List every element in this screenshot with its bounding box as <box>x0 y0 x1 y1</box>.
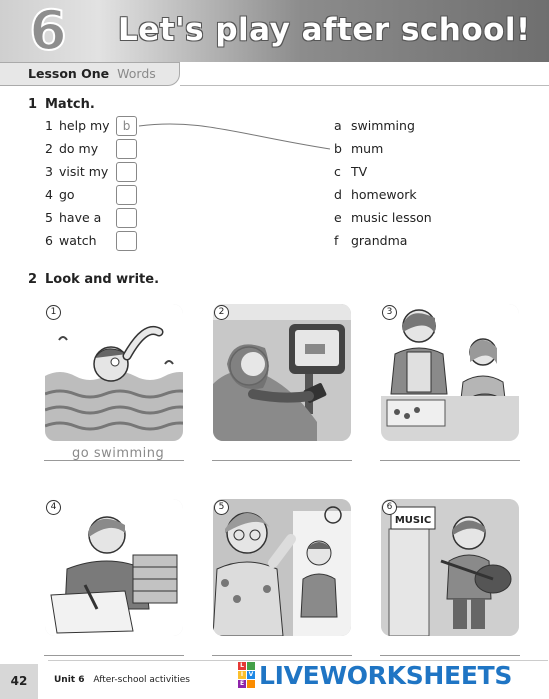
footer-unit-label: Unit 6 <box>54 675 85 685</box>
liveworksheets-brand: LIVEWORKSHEETS <box>259 660 513 690</box>
picture-homework <box>45 499 183 636</box>
picture-swimming <box>45 304 183 441</box>
liveworksheets-logo <box>238 660 512 690</box>
match-right-item: a swimming <box>334 118 415 133</box>
picture-music-lesson <box>381 499 519 636</box>
liveworksheets-logo-icon: L I V E <box>239 662 254 687</box>
answer-line-6[interactable] <box>380 655 520 656</box>
exercise-1-title: Match. <box>45 97 95 112</box>
picture-number-5: 5 <box>214 500 229 515</box>
music-sign-text: MUSIC <box>394 515 432 526</box>
picture-number-2: 2 <box>214 305 229 320</box>
answer-line-5[interactable] <box>212 655 352 656</box>
match-left-item: 2 do my <box>45 141 99 156</box>
match-right-item: c TV <box>334 164 368 179</box>
match-left-item: 6 watch <box>45 233 97 248</box>
answer-line-4[interactable] <box>44 655 184 656</box>
unit-number: 6 <box>29 0 67 62</box>
match-left-item: 4 go <box>45 187 75 202</box>
match-right-item: d homework <box>334 187 417 202</box>
answer-line-3[interactable] <box>380 460 520 461</box>
footer-unit-name: After-school activities <box>93 675 190 685</box>
lesson-name: Lesson One <box>28 66 110 81</box>
match-answer-box-1[interactable]: b <box>116 116 137 136</box>
exercise-2-number: 2 <box>28 272 38 287</box>
match-left-item: 3 visit my <box>45 164 109 179</box>
lesson-section: Words <box>117 66 156 81</box>
exercise-2-title: Look and write. <box>45 272 160 287</box>
page-number: 42 <box>0 664 38 699</box>
answer-line-2[interactable] <box>212 460 352 461</box>
picture-grandma <box>213 499 351 636</box>
match-right-item: f grandma <box>334 233 408 248</box>
picture-number-6: 6 <box>382 500 397 515</box>
match-right-item: e music lesson <box>334 210 432 225</box>
match-left-item: 5 have a <box>45 210 102 225</box>
match-left-item: 1 help my <box>45 118 110 133</box>
picture-number-3: 3 <box>382 305 397 320</box>
match-right-item: b mum <box>334 141 384 156</box>
picture-answer-1[interactable]: go swimming <box>72 446 165 461</box>
page-title: Let's play after school! <box>118 12 531 48</box>
footer-unit <box>54 675 190 685</box>
picture-cooking <box>381 304 519 441</box>
picture-number-4: 4 <box>46 500 61 515</box>
exercise-1-number: 1 <box>28 97 38 112</box>
picture-number-1: 1 <box>46 305 61 320</box>
picture-watch-tv <box>213 304 351 441</box>
